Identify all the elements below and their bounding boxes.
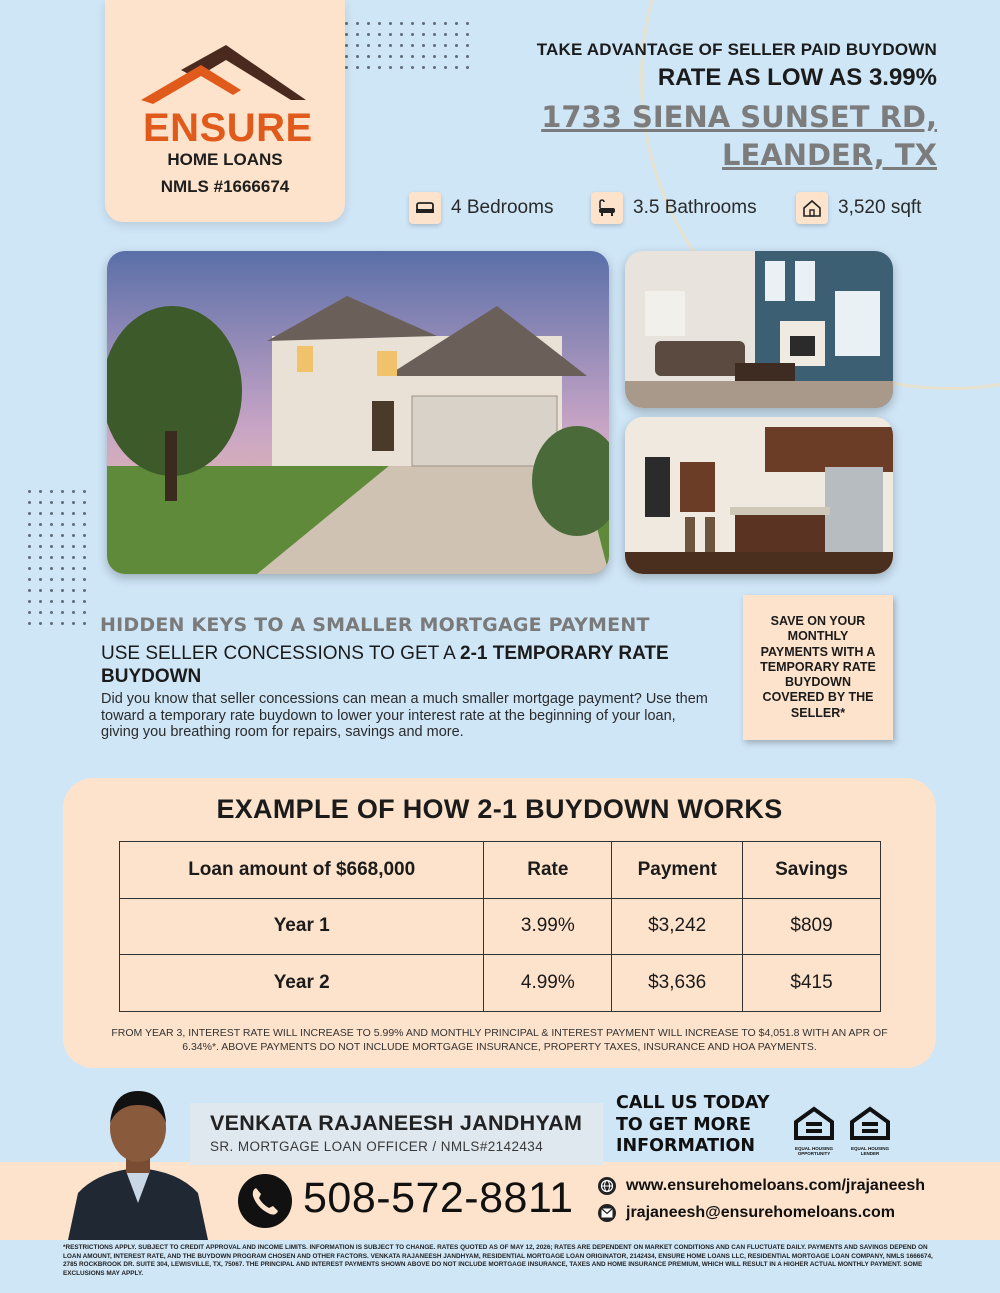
equal-housing-icon <box>849 1106 891 1140</box>
feature-label: 4 Bedrooms <box>451 197 554 218</box>
equal-housing-label: EQUAL HOUSING OPPORTUNITY <box>795 1146 833 1156</box>
cta-line: CALL US TODAY <box>616 1093 770 1113</box>
table-row <box>120 898 881 955</box>
bathtub-icon <box>591 192 623 224</box>
house-icon <box>796 192 828 224</box>
website-text: www.ensurehomeloans.com/jrajaneesh <box>626 1177 926 1194</box>
brand-nmls: NMLS #1666674 <box>160 177 290 196</box>
call-to-action <box>616 1093 770 1158</box>
equal-housing-icon <box>793 1106 835 1140</box>
agent-title: SR. MORTGAGE LOAN OFFICER / NMLS#2142434 <box>210 1139 544 1154</box>
rate-headline: RATE AS LOW AS 3.99% <box>657 64 937 91</box>
column-header: Payment <box>612 842 743 899</box>
house-exterior-photo <box>107 251 609 574</box>
equal-housing-lender-logo <box>846 1106 894 1156</box>
brand-subtitle: HOME LOANS <box>167 150 283 169</box>
table-cell: $3,242 <box>612 898 743 955</box>
table-header-row <box>120 842 881 899</box>
decorative-dots <box>28 490 86 625</box>
kitchen-photo <box>625 417 893 574</box>
table-cell: $809 <box>743 898 881 955</box>
table-cell: Year 1 <box>120 898 484 955</box>
feature-bathrooms <box>591 192 757 224</box>
property-address-street: 1733 SIENA SUNSET RD, <box>541 100 937 134</box>
buydown-example-card <box>63 778 936 1068</box>
table-cell: Year 2 <box>120 955 484 1012</box>
disclaimer-text: *RESTRICTIONS APPLY. SUBJECT TO CREDIT APPROVAL AND INCOME LIMITS. INFORMATION IS SUBJECT TO CHANGE. RATES QUOTED AS OF MAY 12, 2026; RATES ARE DEPENDENT ON MARKET CONDITIONS AND CAN FLUCTUATE DAILY. PAYMENTS AND SAVINGS DEPEND ON LOAN AMOUNT, INTEREST RATE, AND THE BUYDOWN PROGRAM CHOSEN AND OTHER FACTORS. VENKATA RAJANEESH JANDHYAM, RESIDENTIAL MORTGAGE LOAN ORIGINATOR, 2142434, ENSURE HOME LOANS LLC, RESIDENTIAL MORTGAGE LOAN COMPANY, NMLS 1666674, 2785 ROCKBROOK DR. SUITE 304, LEWISVILLE, TX, 75067. THE PRINCIPAL AND INTEREST PAYMENTS SHOWN ABOVE DO NOT INCLUDE MORTGAGE INSURANCE, TAXES AND HOME INSURANCE PREMIUM, WHICH WILL RESULT IN A HIGHER ACTUAL MONTHLY PAYMENT. SOME EXCLUSIONS MAY APPLY. <box>63 1244 933 1277</box>
equal-housing-opportunity-logo <box>790 1106 838 1156</box>
section-subheading <box>101 642 701 688</box>
email-text: jrajaneesh@ensurehomeloans.com <box>626 1204 896 1221</box>
subheading-bold: 2-1 TEMPORARY RATE BUYDOWN <box>101 643 669 687</box>
feature-bedrooms <box>409 192 553 224</box>
globe-icon <box>598 1177 616 1195</box>
column-header: Rate <box>484 842 612 899</box>
column-header: Loan amount of $668,000 <box>120 842 484 899</box>
promo-headline: TAKE ADVANTAGE OF SELLER PAID BUYDOWN <box>536 40 937 59</box>
living-room-photo <box>625 251 893 408</box>
bed-icon <box>409 192 441 224</box>
phone-icon <box>238 1174 292 1228</box>
section-heading: HIDDEN KEYS TO A SMALLER MORTGAGE PAYMENT <box>100 614 650 636</box>
buydown-table <box>119 841 881 1012</box>
brand-name: ENSURE <box>143 106 313 150</box>
column-header: Savings <box>743 842 881 899</box>
table-cell: $3,636 <box>612 955 743 1012</box>
feature-label: 3.5 Bathrooms <box>633 197 757 218</box>
cta-line: INFORMATION <box>616 1136 756 1156</box>
subheading-plain: USE SELLER CONCESSIONS TO GET A <box>101 643 461 664</box>
table-cell: $415 <box>743 955 881 1012</box>
section-body: Did you know that seller concessions can mean a much smaller mortgage payment? Use them toward a temporary rate buydown to lower your interest rate at the beginning of your loan, giving you breathing room for repairs, savings and more. <box>101 691 708 740</box>
savings-callout: SAVE ON YOUR MONTHLY PAYMENTS WITH A TEMPORARY RATE BUYDOWN COVERED BY THE SELLER* <box>743 595 893 740</box>
brand-logo-card <box>105 0 345 222</box>
table-cell: 3.99% <box>484 898 612 955</box>
envelope-icon <box>598 1204 616 1222</box>
agent-name: VENKATA RAJANEESH JANDHYAM <box>210 1111 583 1135</box>
agent-photo <box>68 1083 208 1240</box>
table-cell: 4.99% <box>484 955 612 1012</box>
equal-housing-label: EQUAL HOUSING LENDER <box>851 1146 889 1156</box>
email-link[interactable] <box>598 1204 895 1222</box>
table-row <box>120 955 881 1012</box>
feature-area <box>796 192 921 224</box>
property-address-city: LEANDER, TX <box>721 138 937 172</box>
phone-number[interactable]: 508-572-8811 <box>303 1174 574 1222</box>
decorative-dots <box>345 22 469 69</box>
website-link[interactable] <box>598 1177 925 1195</box>
feature-label: 3,520 sqft <box>838 197 922 218</box>
example-title: EXAMPLE OF HOW 2-1 BUYDOWN WORKS <box>216 794 783 824</box>
house-roof-logo <box>121 40 331 110</box>
example-footnote: FROM YEAR 3, INTEREST RATE WILL INCREASE TO 5.99% AND MONTHLY PRINCIPAL & INTEREST PAYMENT WILL INCREASE TO $4,051.8 WITH AN APR OF 6.34%*. ABOVE PAYMENTS DO NOT INCLUDE MORTGAGE INSURANCE, PROPERTY TAXES, INSURANCE AND HOA PAYMENTS. <box>111 1027 888 1053</box>
cta-line: TO GET MORE <box>616 1114 751 1135</box>
